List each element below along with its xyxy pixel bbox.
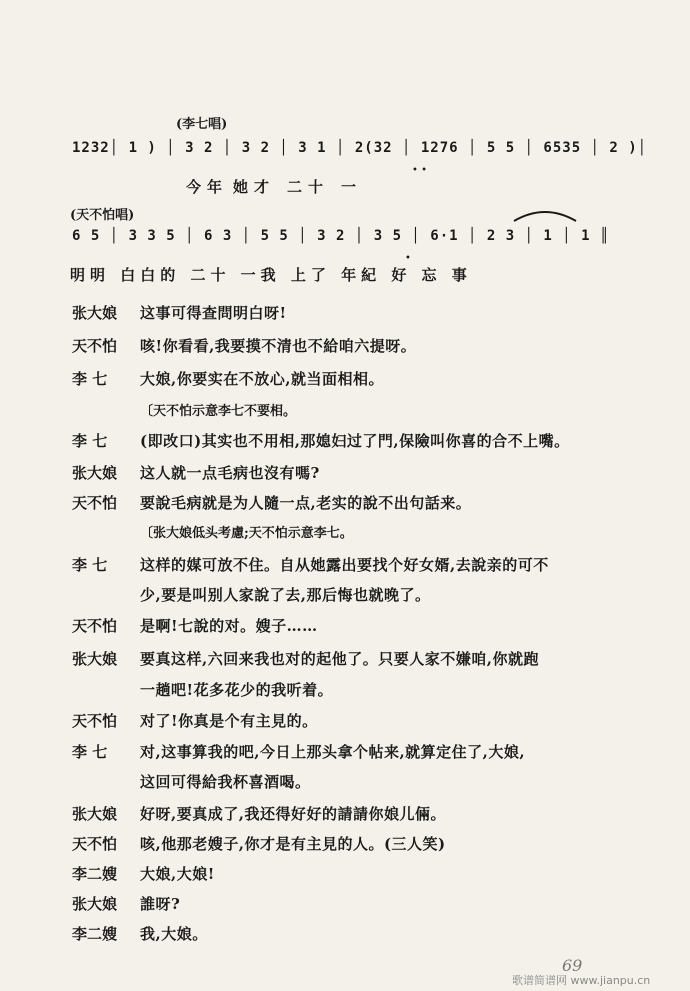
speaker: 天不怕 [72, 617, 118, 635]
dialogue-line: 少,要是叫别人家說了去,那后悔也就晚了。 [140, 586, 431, 604]
dialogue-line: 大娘,你要实在不放心,就当面相相。 [140, 370, 384, 388]
lyric-1-b: 她才 [233, 178, 276, 196]
speaker: 天不怕 [72, 494, 118, 512]
speaker: 张大娘 [72, 304, 118, 322]
speaker: 张大娘 [72, 650, 118, 668]
lyric-1-c: 二十 [287, 178, 330, 196]
singer-label-li-qi: (李七唱) [176, 117, 228, 132]
dialogue-line: 这样的媒可放不住。自从她露出要找个好女婿,去說亲的可不 [140, 556, 549, 574]
dialogue-line: 我,大娘。 [140, 925, 208, 943]
dialogue-line: 这人就一点毛病也沒有嗎? [140, 464, 320, 482]
score-row-2: 6 5 │ 3 3 5 │ 6 3 │ 5 5 │ 3 2 │ 3 5 │ 6·1 │ 2 3 │ 1 │ 1 ║ [72, 228, 610, 244]
dialogue-line: 誰呀? [140, 895, 181, 913]
dialogue-line: 一趟吧!花多花少的我听着。 [140, 681, 334, 699]
speaker: 李二嫂 [72, 925, 118, 943]
octave-dot: • • [412, 165, 427, 176]
speaker: 张大娘 [72, 805, 118, 823]
dialogue-line: 这事可得查問明白呀! [140, 304, 287, 322]
speaker: 李二嫂 [72, 865, 118, 883]
dialogue-line: 咳!你看看,我要摸不清也不給咱六提呀。 [140, 337, 417, 355]
lyric-1-a: 今年 [186, 178, 229, 196]
dialogue-line: 对了!你真是个有主見的。 [140, 712, 318, 730]
speaker: 张大娘 [72, 464, 118, 482]
dialogue-line: 对,这事算我的吧,今日上那头拿个帖来,就算定住了,大娘, [140, 743, 526, 761]
watermark: 歌谱简谱网 www.jianpu.cn [512, 974, 651, 987]
speaker: 天不怕 [72, 712, 118, 730]
score-row-1: 1232│ 1 ) │ 3 2 │ 3 2 │ 3 1 │ 2(32 │ 1276 │ 5 5 │ 6535 │ 2 )│ [72, 140, 648, 156]
dialogue-line: 大娘,大娘! [140, 865, 215, 883]
lyric-row-2: 明明 白白的 二十 一我 上了 年紀 好 忘 事 [70, 266, 472, 284]
stage-direction: 〔张大娘低头考慮;天不怕示意李七。 [140, 526, 353, 541]
singer-label-tian-bu-pa: (天不怕唱) [70, 208, 135, 223]
speaker: 天不怕 [72, 835, 118, 853]
octave-dot: • [405, 253, 411, 264]
speaker: 李 七 [72, 556, 108, 574]
dialogue-line: 是啊!七說的对。嫂子…… [140, 617, 318, 635]
speaker: 张大娘 [72, 895, 118, 913]
dialogue-line: 这回可得給我杯喜酒喝。 [140, 773, 311, 791]
dialogue-line: 咳,他那老嫂子,你才是有主見的人。(三人笑) [140, 835, 446, 853]
dialogue-line: (即改口)其实也不用相,那媳妇过了門,保險叫你喜的合不上嘴。 [140, 432, 570, 450]
speaker: 李 七 [72, 370, 108, 388]
dialogue-line: 要真这样,六回来我也对的起他了。只要人家不嫌咱,你就跑 [140, 650, 539, 668]
speaker: 天不怕 [72, 337, 118, 355]
dialogue-line: 好呀,要真成了,我还得好好的請請你娘儿倆。 [140, 805, 446, 823]
speaker: 李 七 [72, 432, 108, 450]
lyric-1-d: 一 [341, 178, 363, 196]
speaker: 李 七 [72, 743, 108, 761]
dialogue-line: 要說毛病就是为人隨一点,老实的說不出句話来。 [140, 494, 472, 512]
stage-direction: 〔天不怕示意李七不要相。 [140, 404, 297, 419]
slur-mark [510, 205, 580, 225]
page-number: 69 [562, 956, 583, 975]
